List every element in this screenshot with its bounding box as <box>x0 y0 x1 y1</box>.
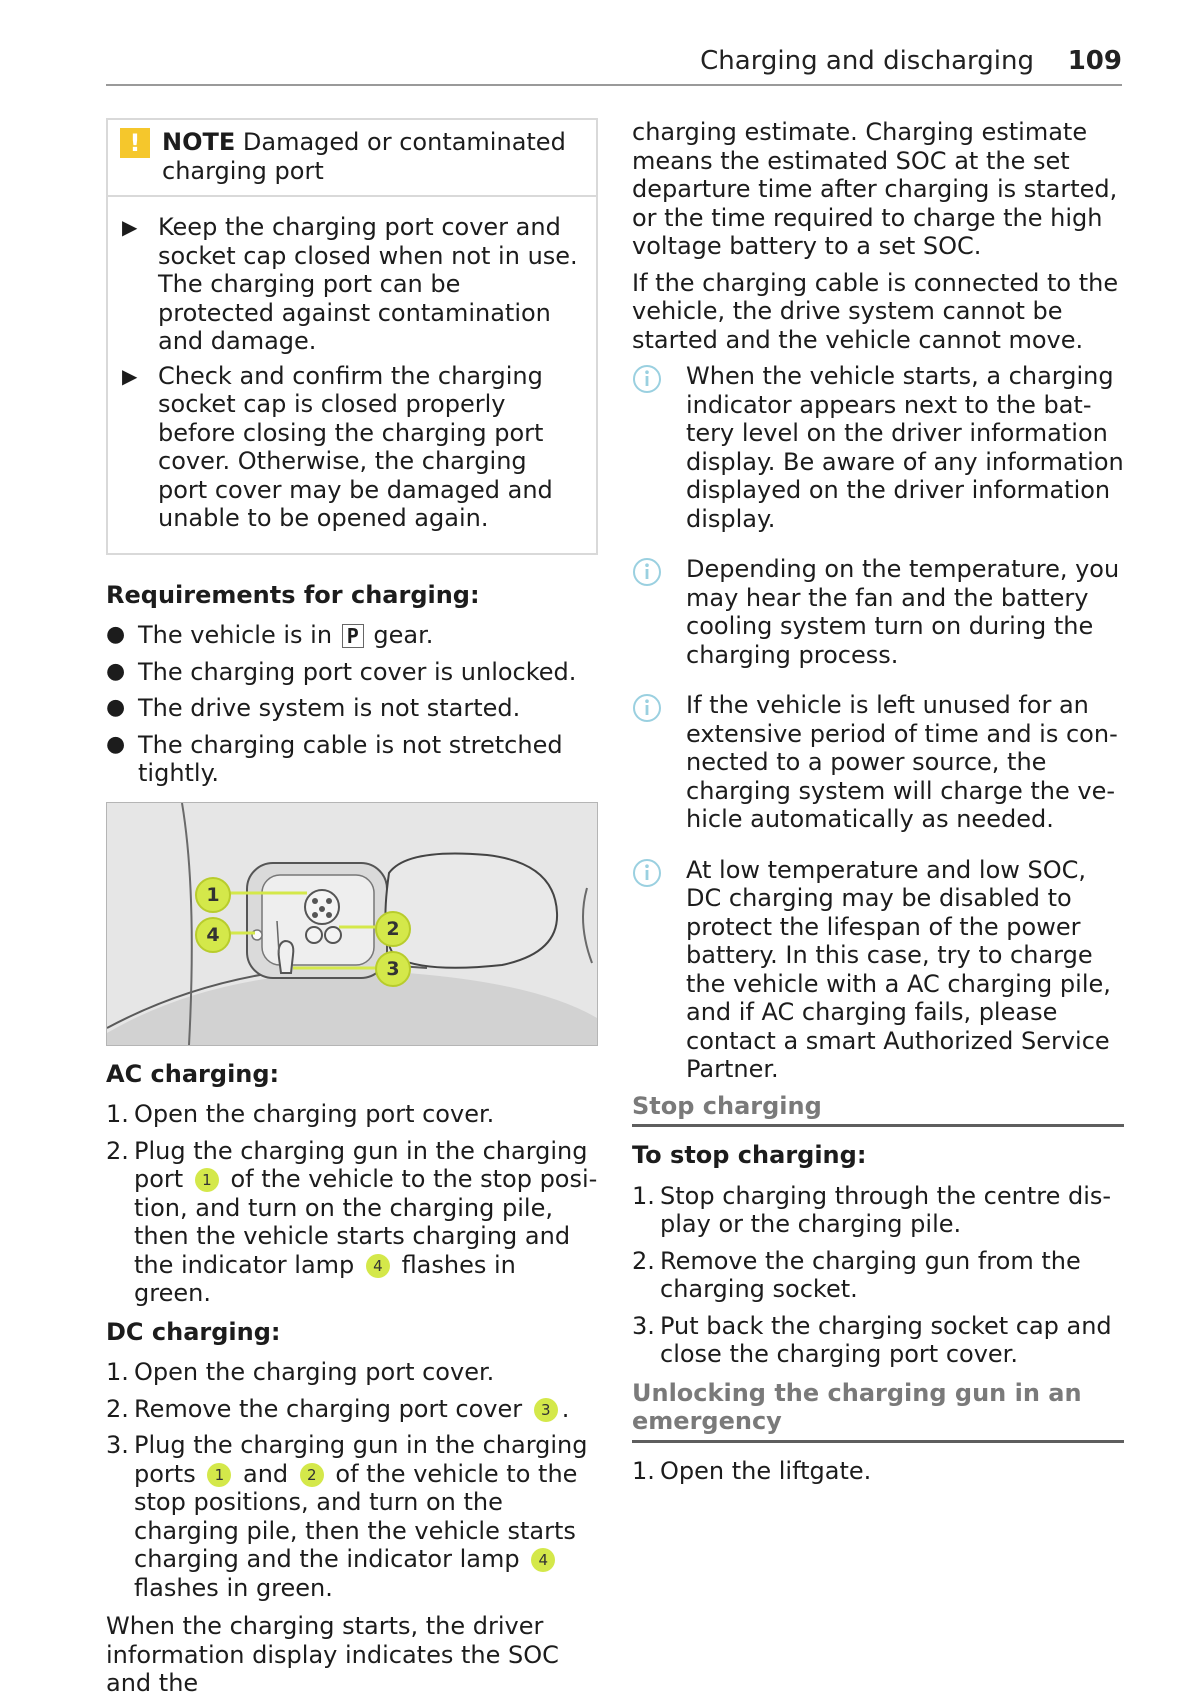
step-number: 2. <box>632 1246 655 1275</box>
note-label: NOTE <box>162 128 236 156</box>
page-header <box>106 40 1122 86</box>
step-number: 1. <box>632 1181 655 1210</box>
bullet-icon: ● <box>106 658 126 684</box>
stop-charging-section-heading: Stop charging <box>632 1092 1124 1128</box>
info-icon <box>632 693 664 834</box>
callout-ref-4: 4 <box>531 1548 555 1572</box>
info-note <box>632 555 1124 669</box>
step-text: Plug the charging gun in the charging ports <box>134 1431 588 1488</box>
arrow-right-icon: ▶ <box>122 363 138 388</box>
note-item <box>122 213 582 356</box>
step-number: 3. <box>632 1311 655 1340</box>
callout-3: 3 <box>375 951 411 987</box>
bullet-icon: ● <box>106 731 126 757</box>
note-title: Damaged or contaminated charging port <box>162 128 566 185</box>
step-number: 2. <box>106 1136 129 1165</box>
step-number: 2. <box>106 1394 129 1423</box>
step-text: flashes in green. <box>134 1250 516 1307</box>
info-note <box>632 362 1124 533</box>
bullet-icon: ● <box>106 695 126 720</box>
stop-charging-heading: To stop charging: <box>632 1141 867 1169</box>
paragraph: charging estimate. Charging estimate means the estimated SOC at the set departure time after charging is started, or the time required to charge the high voltage battery to a set SOC. <box>632 118 1118 260</box>
step-text: Plug the charging gun in the charging port <box>134 1136 588 1193</box>
page-number: 109 <box>1067 46 1122 76</box>
note-item-text: Keep the charging port cover and socket cap closed when not in use. The charging port can be protected against contamination and damage. <box>158 213 578 355</box>
info-icon <box>632 557 664 669</box>
list-item <box>106 694 598 723</box>
step-item <box>106 1395 598 1424</box>
info-note <box>632 856 1124 1084</box>
callout-ref-2: 2 <box>300 1463 324 1487</box>
step-number: 1. <box>632 1456 655 1485</box>
right-column <box>632 118 1124 1495</box>
callout-2: 2 <box>375 911 411 947</box>
step-item <box>106 1358 598 1387</box>
step-text: Open the charging port cover. <box>134 1358 495 1386</box>
callout-4: 4 <box>195 917 231 953</box>
info-text: Depending on the temperature, you may hear the fan and the battery cooling system turn on during the charging process. <box>686 555 1120 669</box>
callout-ref-3: 3 <box>534 1398 558 1422</box>
unlock-steps <box>632 1457 1124 1486</box>
step-item <box>632 1182 1124 1239</box>
step-item <box>106 1100 598 1129</box>
requirements-heading: Requirements for charging: <box>106 580 480 609</box>
ac-charging-steps <box>106 1100 598 1308</box>
list-item <box>106 731 598 788</box>
step-item <box>106 1137 598 1308</box>
requirement-text: The charging cable is not stretched tightly. <box>138 730 563 787</box>
list-item <box>106 621 598 650</box>
paragraph: If the charging cable is connected to the vehicle, the drive system cannot be started and the vehicle cannot move. <box>632 268 1119 354</box>
step-number: 1. <box>106 1100 129 1128</box>
note-header <box>108 120 596 197</box>
callout-ref-4: 4 <box>366 1254 390 1278</box>
step-text: . <box>561 1394 570 1423</box>
step-item <box>632 1247 1124 1304</box>
dc-charging-steps <box>106 1358 598 1602</box>
step-text: Stop charging through the centre display or the charging pile. <box>660 1181 1112 1238</box>
left-column <box>106 118 598 1706</box>
ac-charging-heading: AC charging: <box>106 1059 280 1088</box>
step-text: Open the liftgate. <box>660 1456 872 1485</box>
requirement-text: The charging port cover is unlocked. <box>138 657 577 686</box>
section-title: Charging and discharging <box>700 46 1034 76</box>
step-item <box>632 1457 1124 1486</box>
note-body <box>108 197 596 553</box>
step-text: Open the charging port cover. <box>134 1100 495 1128</box>
info-icon <box>632 364 664 533</box>
unlock-section-heading: Unlocking the charging gun in an emergency <box>632 1379 1124 1443</box>
note-item <box>122 362 582 533</box>
info-text: If the vehicle is left unused for an extensive period of time and is connected to a power source, the charging system will charge the vehicle automatically as needed. <box>686 691 1118 833</box>
warning-icon: ! <box>120 128 150 158</box>
requirement-text: gear. <box>373 621 434 649</box>
step-number: 1. <box>106 1358 129 1386</box>
info-icon <box>632 858 664 1084</box>
stop-charging-steps <box>632 1182 1124 1369</box>
info-text: At low temperature and low SOC, DC charging may be disabled to protect the lifespan of the power battery. In this case, try to charge the vehicle with a AC charging pile, and if AC charging fails, please contact a smart Authorized Service Partner. <box>686 855 1111 1083</box>
requirement-text: The drive system is not started. <box>138 694 521 722</box>
step-item <box>106 1431 598 1602</box>
info-note <box>632 691 1124 834</box>
step-text: Remove the charging gun from the charging socket. <box>660 1246 1081 1303</box>
list-item <box>106 658 598 687</box>
step-text: Remove the charging port cover <box>134 1394 523 1423</box>
arrow-right-icon: ▶ <box>122 215 138 239</box>
closing-paragraph: When the charging starts, the driver information display indicates the SOC and the <box>106 1612 559 1697</box>
callout-1: 1 <box>195 877 231 913</box>
callout-ref-1: 1 <box>195 1168 219 1192</box>
park-gear-icon: P <box>342 624 364 648</box>
step-text: of the vehicle to the stop position, and turn on the charging pile, then the vehicle starts charging and the indicator lamp <box>134 1165 598 1279</box>
step-text: and <box>242 1459 289 1488</box>
step-text: of the vehicle to the stop positions, and turn on the charging pile, then the vehicle starts charging and the indicator lamp <box>134 1459 578 1573</box>
requirements-list <box>106 621 598 788</box>
note-box <box>106 118 598 555</box>
charging-port-drawing <box>107 803 597 1045</box>
step-text: flashes in green. <box>134 1573 333 1602</box>
note-item-text: Check and confirm the charging socket cap is closed properly before closing the charging port cover. Otherwise, the charging port cover may be damaged and unable to be opened again. <box>158 361 553 532</box>
dc-charging-heading: DC charging: <box>106 1317 281 1346</box>
step-number: 3. <box>106 1431 129 1459</box>
charging-port-illustration <box>106 802 598 1046</box>
requirement-text: The vehicle is in <box>138 621 333 649</box>
step-item <box>632 1312 1124 1369</box>
info-text: When the vehicle starts, a charging indicator appears next to the battery level on the driver information display. Be aware of any information displayed on the driver information display. <box>686 362 1124 533</box>
bullet-icon: ● <box>106 622 126 647</box>
step-text: Put back the charging socket cap and close the charging port cover. <box>660 1311 1112 1368</box>
callout-ref-1: 1 <box>207 1463 231 1487</box>
